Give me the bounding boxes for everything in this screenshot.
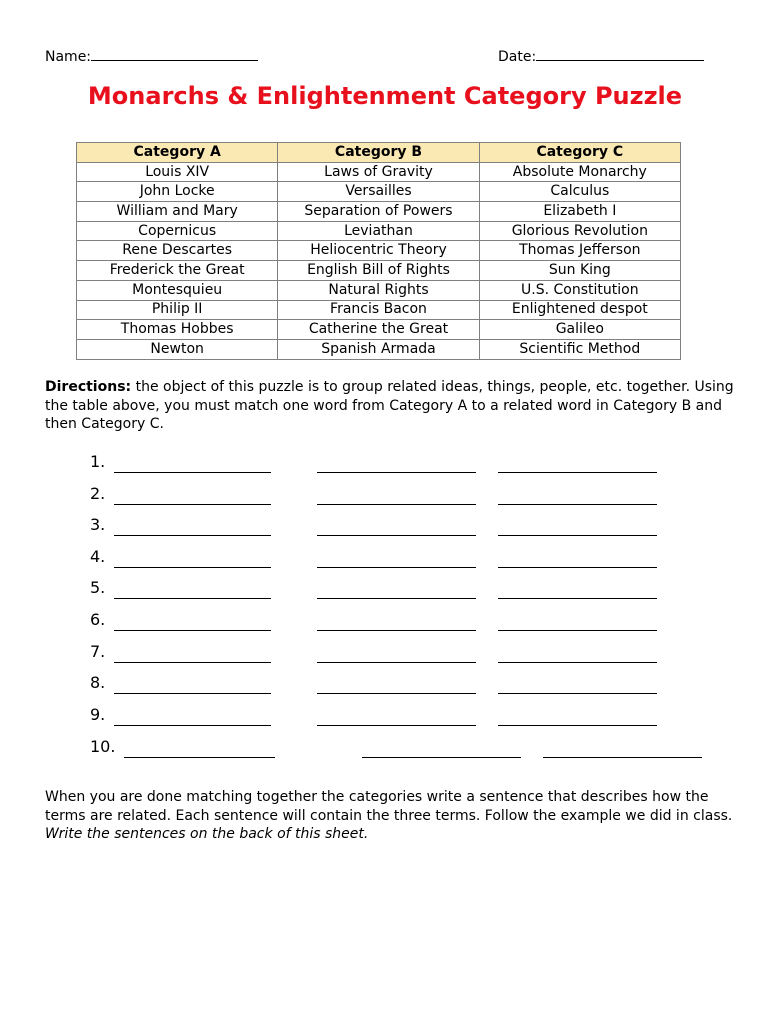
closing-italic-text: Write the sentences on the back of this sheet. bbox=[45, 826, 369, 842]
answer-blank-c[interactable] bbox=[498, 488, 657, 505]
answer-number: 7. bbox=[90, 642, 106, 661]
table-cell: Copernicus bbox=[77, 221, 278, 241]
answer-blank-b[interactable] bbox=[317, 551, 476, 568]
answer-blank-c[interactable] bbox=[543, 741, 702, 758]
answer-row bbox=[0, 642, 770, 666]
answer-number: 9. bbox=[90, 705, 106, 724]
answer-row bbox=[0, 484, 770, 508]
table-cell: Thomas Jefferson bbox=[479, 241, 680, 261]
table-cell: Enlightened despot bbox=[479, 300, 680, 320]
table-cell: William and Mary bbox=[77, 202, 278, 222]
answer-row bbox=[0, 452, 770, 476]
date-label: Date: bbox=[498, 49, 537, 65]
table-cell: Catherine the Great bbox=[278, 320, 479, 340]
answer-row bbox=[0, 515, 770, 539]
answer-blank-a[interactable] bbox=[114, 709, 271, 726]
answer-number: 3. bbox=[90, 515, 106, 534]
table-cell: Rene Descartes bbox=[77, 241, 278, 261]
answer-blank-a[interactable] bbox=[114, 551, 271, 568]
date-field bbox=[498, 46, 704, 65]
table-cell: Scientific Method bbox=[479, 339, 680, 359]
answer-blank-b[interactable] bbox=[317, 646, 476, 663]
answer-number: 10. bbox=[90, 737, 116, 756]
table-cell: Natural Rights bbox=[278, 280, 479, 300]
table-cell: Elizabeth I bbox=[479, 202, 680, 222]
table-cell: Montesquieu bbox=[77, 280, 278, 300]
answer-blank-b[interactable] bbox=[317, 709, 476, 726]
answer-blank-a[interactable] bbox=[114, 677, 271, 694]
table-cell: Philip II bbox=[77, 300, 278, 320]
answer-blank-b[interactable] bbox=[317, 456, 476, 473]
table-cell: Separation of Powers bbox=[278, 202, 479, 222]
table-row bbox=[77, 182, 681, 202]
answer-blank-a[interactable] bbox=[114, 519, 271, 536]
table-cell: Heliocentric Theory bbox=[278, 241, 479, 261]
table-cell: John Locke bbox=[77, 182, 278, 202]
table-row bbox=[77, 320, 681, 340]
answer-blank-c[interactable] bbox=[498, 709, 657, 726]
answer-number: 8. bbox=[90, 673, 106, 692]
answer-number: 1. bbox=[90, 452, 106, 471]
table-row bbox=[77, 241, 681, 261]
closing-text: When you are done matching together the categories write a sentence that describes how the terms are related. Each sentence will contain the three terms. Follow the example we did in class. bbox=[45, 789, 733, 824]
closing-paragraph bbox=[45, 788, 745, 844]
table-cell: Absolute Monarchy bbox=[479, 162, 680, 182]
column-header: Category A bbox=[77, 143, 278, 163]
table-cell: U.S. Constitution bbox=[479, 280, 680, 300]
table-cell: Sun King bbox=[479, 261, 680, 281]
table-cell: Frederick the Great bbox=[77, 261, 278, 281]
table-row bbox=[77, 261, 681, 281]
directions-paragraph bbox=[45, 378, 745, 434]
answer-blank-a[interactable] bbox=[114, 582, 271, 599]
name-blank-line[interactable] bbox=[91, 46, 258, 61]
table-header-row bbox=[77, 143, 681, 163]
answer-number: 5. bbox=[90, 578, 106, 597]
table-cell: Newton bbox=[77, 339, 278, 359]
table-row bbox=[77, 300, 681, 320]
answer-blank-b[interactable] bbox=[362, 741, 521, 758]
answer-blank-b[interactable] bbox=[317, 614, 476, 631]
answer-row bbox=[0, 705, 770, 729]
table-body bbox=[77, 162, 681, 359]
table-cell: Galileo bbox=[479, 320, 680, 340]
table-cell: Francis Bacon bbox=[278, 300, 479, 320]
answer-row bbox=[0, 737, 770, 761]
table-cell: Louis XIV bbox=[77, 162, 278, 182]
answer-blank-c[interactable] bbox=[498, 614, 657, 631]
column-header: Category B bbox=[278, 143, 479, 163]
table-cell: Calculus bbox=[479, 182, 680, 202]
table-cell: English Bill of Rights bbox=[278, 261, 479, 281]
table-row bbox=[77, 339, 681, 359]
answer-blank-b[interactable] bbox=[317, 677, 476, 694]
directions-label: Directions: bbox=[45, 379, 132, 395]
category-table bbox=[76, 142, 681, 360]
answer-blank-c[interactable] bbox=[498, 646, 657, 663]
directions-text: the object of this puzzle is to group related ideas, things, people, etc. together. Using the table above, you must match one word from Category A to a related word in Category B and then Category C. bbox=[45, 379, 734, 432]
table-cell: Glorious Revolution bbox=[479, 221, 680, 241]
table-row bbox=[77, 221, 681, 241]
answer-row bbox=[0, 578, 770, 602]
name-field bbox=[45, 46, 258, 65]
table-row bbox=[77, 202, 681, 222]
answer-blank-c[interactable] bbox=[498, 677, 657, 694]
table-cell: Versailles bbox=[278, 182, 479, 202]
answer-blank-a[interactable] bbox=[124, 741, 275, 758]
answer-blank-a[interactable] bbox=[114, 614, 271, 631]
table-cell: Spanish Armada bbox=[278, 339, 479, 359]
name-label: Name: bbox=[45, 49, 92, 65]
answer-blank-a[interactable] bbox=[114, 646, 271, 663]
table-row bbox=[77, 280, 681, 300]
answer-number: 4. bbox=[90, 547, 106, 566]
answer-blank-b[interactable] bbox=[317, 582, 476, 599]
date-blank-line[interactable] bbox=[536, 46, 704, 61]
answer-number: 6. bbox=[90, 610, 106, 629]
answer-number: 2. bbox=[90, 484, 106, 503]
answer-row bbox=[0, 610, 770, 634]
page-title: Monarchs & Enlightenment Category Puzzle bbox=[87, 82, 683, 110]
answer-blank-c[interactable] bbox=[498, 519, 657, 536]
table-cell: Laws of Gravity bbox=[278, 162, 479, 182]
answer-blank-b[interactable] bbox=[317, 488, 476, 505]
column-header: Category C bbox=[479, 143, 680, 163]
table-cell: Leviathan bbox=[278, 221, 479, 241]
table-row bbox=[77, 162, 681, 182]
answer-blank-a[interactable] bbox=[114, 456, 271, 473]
answer-blank-c[interactable] bbox=[498, 551, 657, 568]
answer-row bbox=[0, 673, 770, 697]
answer-blank-a[interactable] bbox=[114, 488, 271, 505]
answer-blank-c[interactable] bbox=[498, 582, 657, 599]
answer-row bbox=[0, 547, 770, 571]
answer-blank-c[interactable] bbox=[498, 456, 657, 473]
table-cell: Thomas Hobbes bbox=[77, 320, 278, 340]
answer-blank-b[interactable] bbox=[317, 519, 476, 536]
